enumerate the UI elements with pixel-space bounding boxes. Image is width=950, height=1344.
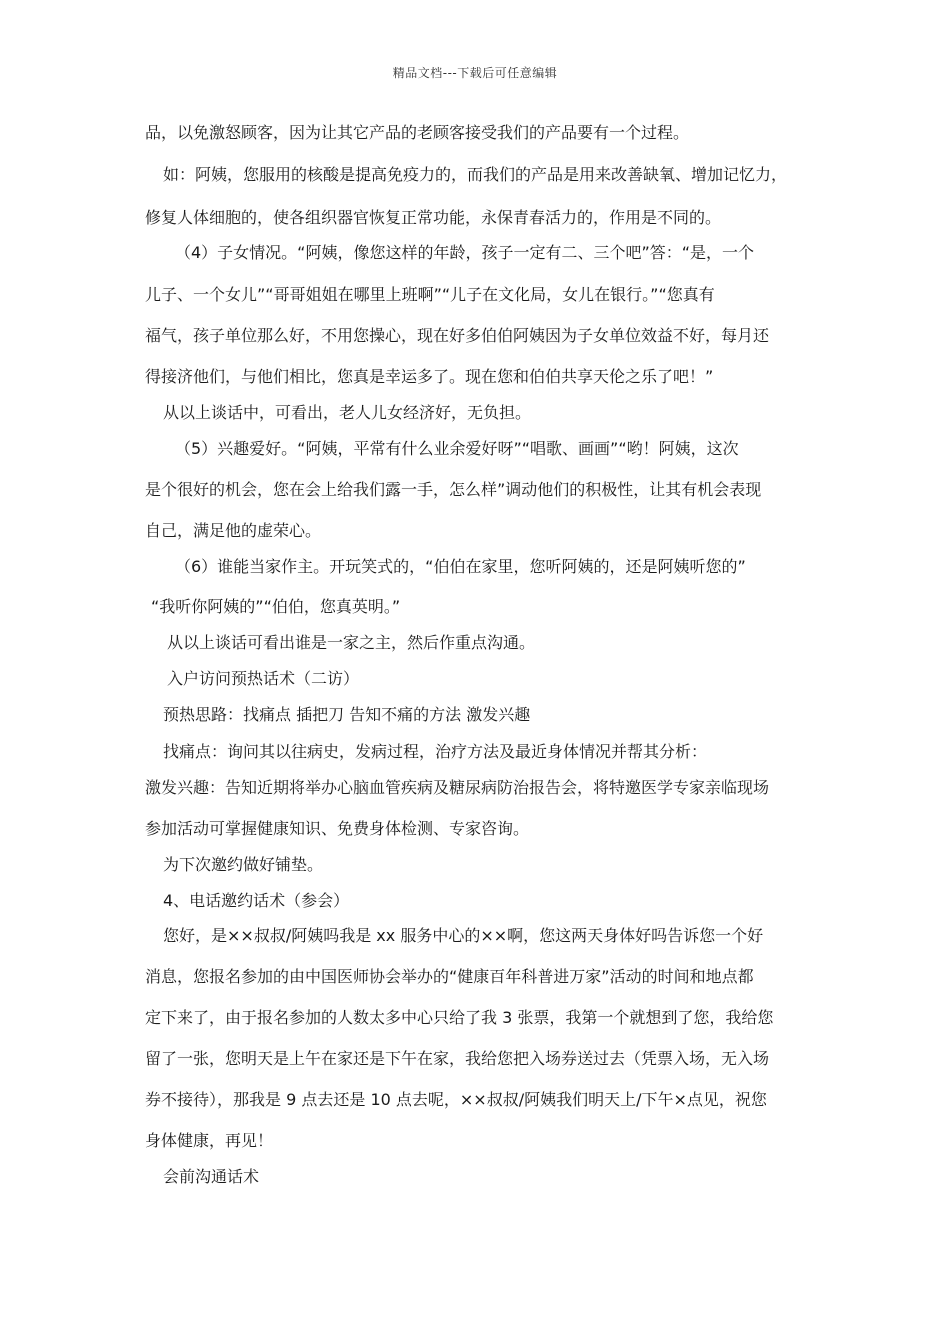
text-line: 找痛点：询问其以往病史，发病过程，治疗方法及最近身体情况并帮其分析： [163, 742, 708, 761]
text-line: 福气，孩子单位那么好，不用您操心，现在好多伯伯阿姨因为子女单位效益不好，每月还 [145, 326, 770, 345]
text-line: 为下次邀约做好铺垫。 [163, 855, 324, 874]
text-line: 预热思路：找痛点 插把刀 告知不痛的方法 激发兴趣 [163, 705, 531, 724]
text-line: 如：阿姨，您服用的核酸是提高免疫力的，而我们的产品是用来改善缺氧、增加记忆力， [163, 165, 788, 184]
text-line: （4）子女情况。“阿姨，像您这样的年龄，孩子一定有二、三个吧”答：“是，一个 [175, 243, 755, 262]
text-line: 是个很好的机会，您在会上给我们露一手，怎么样”调动他们的积极性，让其有机会表现 [145, 480, 762, 499]
text-line: 激发兴趣：告知近期将举办心脑血管疾病及糖尿病防治报告会，将特邀医学专家亲临现场 [145, 778, 770, 797]
text-line: 券不接待），那我是 9 点去还是 10 点去呢，××叔叔/阿姨我们明天上/下午×点见，祝您 [145, 1090, 767, 1109]
text-line: 修复人体细胞的，使各组织器官恢复正常功能，永保青春活力的，作用是不同的。 [145, 208, 722, 227]
text-line: 参加活动可掌握健康知识、免费身体检测、专家咨询。 [145, 819, 530, 838]
text-line: 自己，满足他的虚荣心。 [145, 521, 322, 540]
text-line: 消息，您报名参加的由中国医师协会举办的“健康百年科普进万家”活动的时间和地点都 [145, 967, 754, 986]
text-line: “我听你阿姨的”“伯伯，您真英明。” [151, 597, 401, 616]
text-line: 儿子、一个女儿”“哥哥姐姐在哪里上班啊”“儿子在文化局，女儿在银行。”“您真有 [145, 285, 715, 304]
text-line: 定下来了，由于报名参加的人数太多中心只给了我 3 张票，我第一个就想到了您，我给您 [145, 1008, 774, 1027]
page-header: 精品文档---下载后可任意编辑 [392, 66, 558, 80]
text-line: 身体健康，再见！ [145, 1131, 274, 1150]
text-line: 品，以免激怒顾客，因为让其它产品的老顾客接受我们的产品要有一个过程。 [145, 123, 690, 142]
text-line: 从以上谈话可看出谁是一家之主，然后作重点沟通。 [167, 633, 536, 652]
text-line: （5）兴趣爱好。“阿姨，平常有什么业余爱好呀”“唱歌、画画”“哟！阿姨，这次 [175, 439, 739, 458]
text-line: （6）谁能当家作主。开玩笑式的，“伯伯在家里，您听阿姨的，还是阿姨听您的” [175, 557, 746, 576]
text-line: 得接济他们，与他们相比，您真是幸运多了。现在您和伯伯共享天伦之乐了吧！” [145, 367, 714, 386]
text-line: 从以上谈话中，可看出，老人儿女经济好，无负担。 [163, 403, 532, 422]
text-line: 留了一张，您明天是上午在家还是下午在家，我给您把入场券送过去（凭票入场，无入场 [145, 1049, 770, 1068]
text-line: 会前沟通话术 [163, 1167, 260, 1186]
text-line: 入户访问预热话术（二访） [167, 669, 360, 688]
text-line: 您好，是××叔叔/阿姨吗我是 xx 服务中心的××啊，您这两天身体好吗告诉您一个好 [163, 926, 764, 945]
text-line: 4、电话邀约话术（参会） [163, 891, 350, 910]
